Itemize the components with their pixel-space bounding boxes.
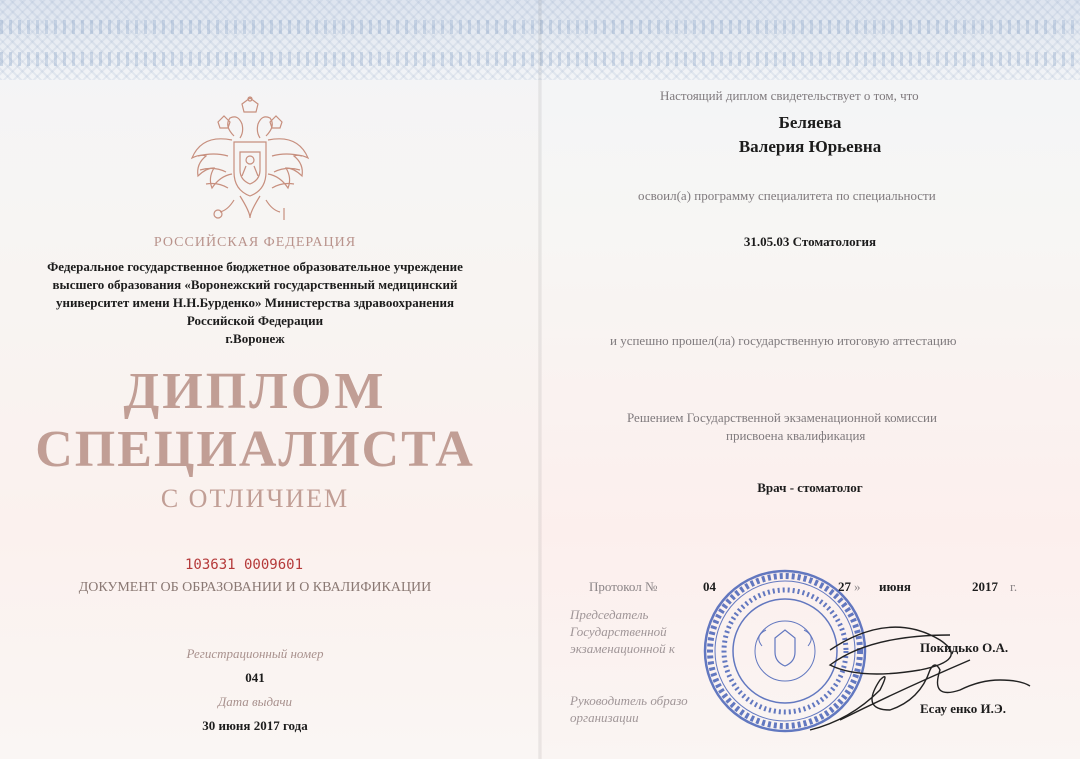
graduate-surname: Беляева bbox=[778, 113, 842, 132]
qualification-assigned-text: присвоена квалификация bbox=[726, 428, 866, 443]
attestation-text: и успешно прошел(ла) государственную итоговую аттестацию bbox=[610, 333, 957, 348]
chair-label-line: Председатель bbox=[570, 607, 649, 622]
document-type: ДОКУМЕНТ ОБ ОБРАЗОВАНИИ И О КВАЛИФИКАЦИИ bbox=[78, 580, 432, 595]
commission-decision: Решением Государственной экзаменационной комиссии bbox=[627, 410, 937, 425]
institution-line: Федеральное государственное бюджетное образовательное учреждение bbox=[47, 259, 463, 274]
page-fold bbox=[538, 0, 542, 759]
program-text: освоил(а) программу специалитета по специальности bbox=[638, 188, 936, 203]
protocol-quote: » bbox=[854, 579, 861, 594]
security-pattern-band bbox=[540, 0, 1080, 80]
head-name: Есау енко И.Э. bbox=[920, 701, 1006, 716]
country-name: РОССИЙСКАЯ ФЕДЕРАЦИЯ bbox=[153, 235, 357, 250]
certifies-text: Настоящий диплом свидетельствует о том, что bbox=[660, 88, 919, 103]
protocol-day: 27 bbox=[838, 579, 851, 594]
coat-of-arms-emblem bbox=[188, 96, 312, 224]
institution-line: Российской Федерации bbox=[186, 313, 324, 328]
head-label-line: организации bbox=[570, 710, 639, 725]
institution-name bbox=[0, 258, 510, 348]
institution-line: высшего образования «Воронежский государственный медицинский bbox=[52, 277, 458, 292]
registration-label: Регистрационный номер bbox=[186, 646, 324, 661]
protocol-year: 2017 bbox=[972, 579, 998, 594]
issue-date: 30 июня 2017 года bbox=[202, 718, 308, 733]
diploma-title: ДИПЛОМ bbox=[123, 363, 387, 420]
diploma-title-honors: С ОТЛИЧИЕМ bbox=[160, 484, 350, 513]
issue-date-label: Дата выдачи bbox=[217, 694, 293, 709]
protocol-year-suffix: г. bbox=[1010, 579, 1018, 594]
security-pattern-band bbox=[0, 0, 540, 80]
institution-line: университет имени Н.Н.Бурденко» Министерства здравоохранения bbox=[55, 295, 455, 310]
graduate-given-names: Валерия Юрьевна bbox=[738, 137, 882, 156]
chair-label-line: экзаменационной к bbox=[570, 641, 675, 656]
protocol-number: 04 bbox=[703, 579, 716, 594]
protocol-month: июня bbox=[879, 579, 911, 594]
organization-head-label bbox=[570, 692, 688, 726]
commission-chair-label bbox=[570, 606, 675, 657]
diploma-right-page bbox=[540, 0, 1080, 759]
protocol-label: Протокол № bbox=[589, 579, 658, 594]
signatures bbox=[740, 600, 1040, 750]
chair-label-line: Государственной bbox=[570, 624, 667, 639]
institution-city: г.Воронеж bbox=[225, 331, 285, 346]
qualification: Врач - стоматолог bbox=[757, 480, 863, 495]
chair-name: Покидько О.А. bbox=[920, 640, 1009, 655]
head-label-line: Руководитель образо bbox=[570, 693, 688, 708]
diploma-title-degree: СПЕЦИАЛИСТА bbox=[35, 421, 475, 478]
registration-number: 041 bbox=[245, 670, 265, 685]
serial-number: 103631 0009601 bbox=[185, 557, 304, 573]
specialty: 31.05.03 Стоматология bbox=[743, 234, 877, 249]
